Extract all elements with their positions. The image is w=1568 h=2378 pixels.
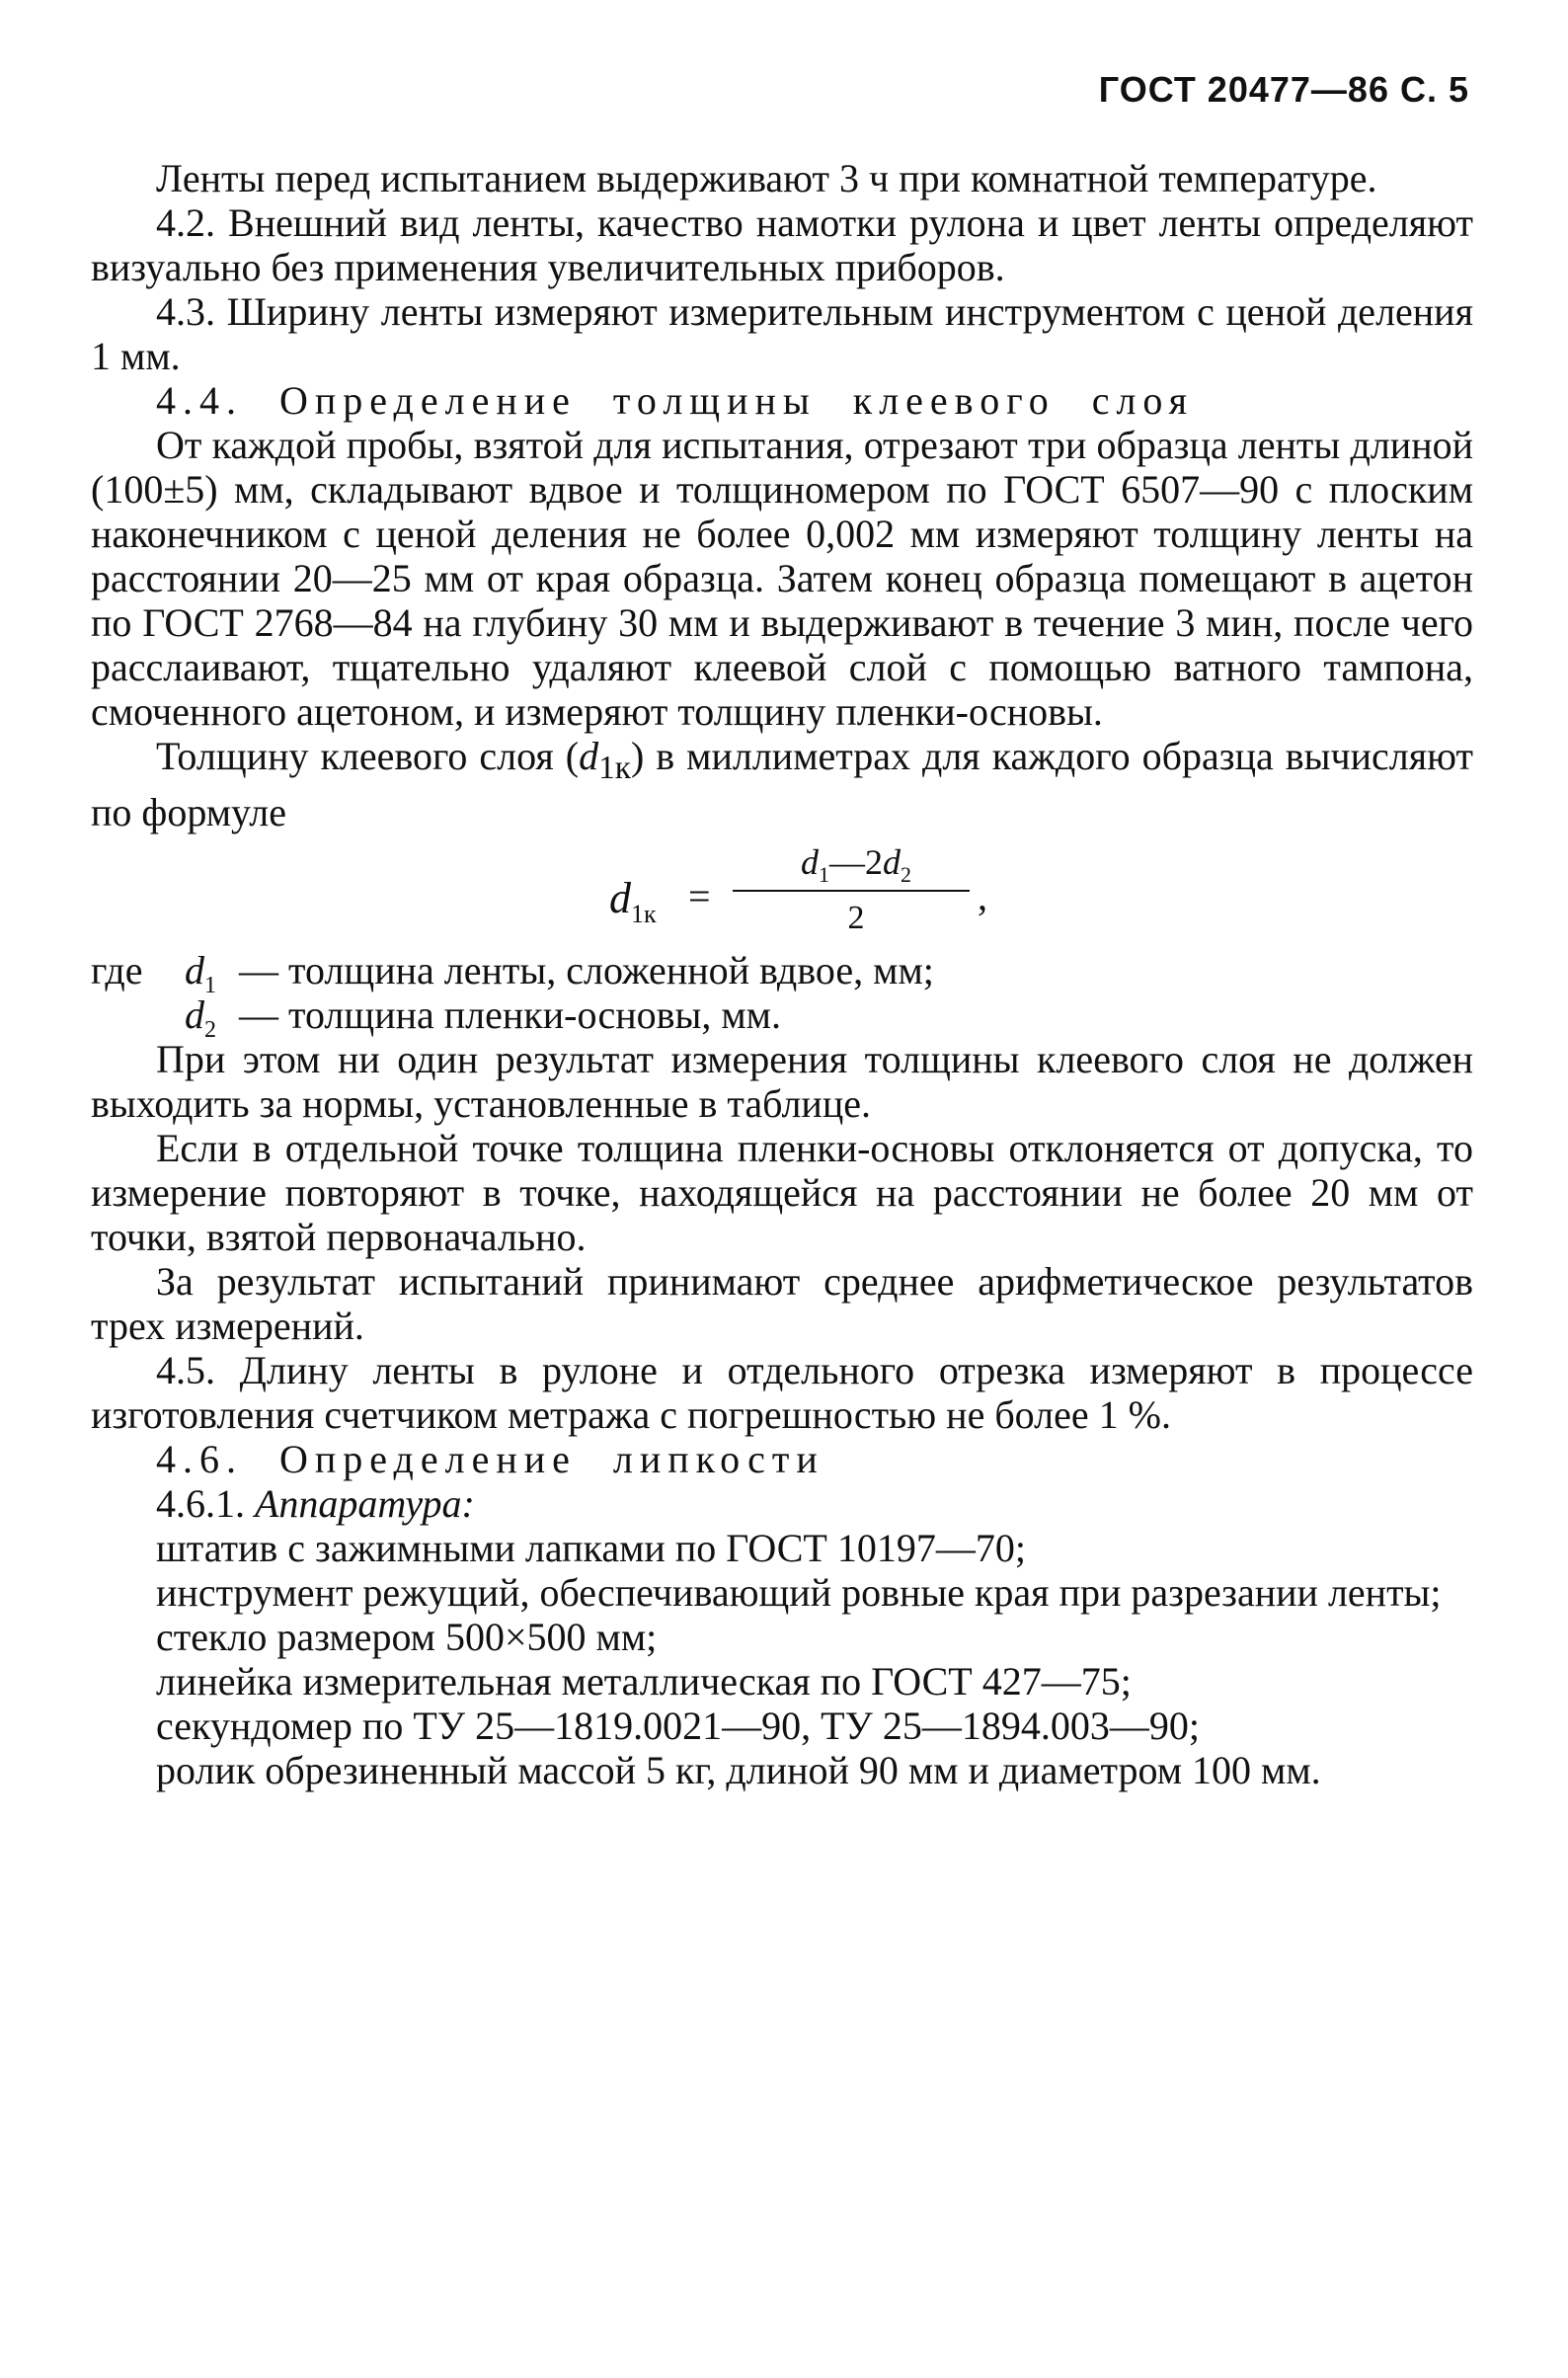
intro-symbol-subscript: 1к — [598, 750, 631, 786]
formula-fraction-bar — [733, 890, 970, 892]
where-symbol-2: $d_2$ — [185, 992, 216, 1043]
formula-comma: , — [978, 874, 987, 918]
paragraph-4-6-1 — [91, 1481, 1473, 1526]
formula-denominator: 2 — [847, 900, 865, 936]
paragraph-result: За результат испытаний принимают среднее арифметическое результатов трех измерений. — [91, 1259, 1473, 1348]
paragraph-4-2: 4.2. Внешний вид ленты, качество намотки рулона и цвет ленты определяют визуально без применения увеличительных приборов. — [91, 200, 1473, 289]
document-body — [91, 156, 1473, 1792]
section-heading-4-4: 4.4. Определение толщины клеевого слоя — [156, 378, 1195, 423]
paragraph-conditioning: Ленты перед испытанием выдерживают 3 ч при комнатной температуре. — [156, 156, 1377, 200]
formula-lhs: $d_{1к}$ — [609, 874, 657, 928]
equipment-item: линейка измерительная металлическая по ГОСТ 427—75; — [156, 1659, 1132, 1704]
where-line-2 — [91, 992, 1473, 1043]
paragraph-4-4-method: От каждой пробы, взятой для испытания, отрезают три образца ленты длиной (100±5) мм, складывают вдвое и толщиномером по ГОСТ 6507—90 с плоским наконечником с ценой деления не более 0,002 мм измеряют толщину ленты на расстоянии 20—25 мм от края образца. Затем конец образца помещают в ацетон по ГОСТ 2768—84 на глубину 30 мм и выдерживают в течение 3 мин, после чего расслаивают, тщательно удаляют клеевой слой с помощью ватного тампона, смоченного ацетоном, и измеряют толщину пленки-основы. — [91, 423, 1473, 734]
equipment-item: инструмент режущий, обеспечивающий ровные края при разрезании ленты; — [156, 1570, 1442, 1615]
intro-text-before: Толщину клеевого слоя ( — [156, 734, 580, 778]
subsection-number: 4.6.1. — [156, 1481, 255, 1526]
intro-symbol: d — [579, 734, 599, 778]
where-description-2: — толщина пленки-основы, мм. — [239, 992, 781, 1037]
formula-numerator: $d_1—2d_2$ — [801, 842, 911, 888]
thickness-formula — [91, 838, 1473, 942]
section-heading-4-6: 4.6. Определение липкости — [156, 1437, 824, 1481]
paragraph-repeat-measurement: Если в отдельной точке толщина пленки-основы отклоняется от допуска, то измерение повторяют в точке, находящейся на расстоянии не более 20 мм от точки, взятой первоначально. — [91, 1126, 1473, 1259]
equipment-item: стекло размером 500×500 мм; — [156, 1615, 658, 1659]
paragraph-4-5: 4.5. Длину ленты в рулоне и отдельного отрезка измеряют в процессе изготовления счетчиком метража с погрешностью не более 1 %. — [91, 1348, 1473, 1437]
where-symbol-1: $d_1$ — [185, 948, 216, 998]
where-description-1: — толщина ленты, сложенной вдвое, мм; — [239, 948, 934, 992]
page-header: ГОСТ 20477—86 С. 5 — [1098, 69, 1469, 110]
paragraph-4-3: 4.3. Ширину ленты измеряют измерительным инструментом с ценой деления 1 мм. — [91, 289, 1473, 378]
formula-equals: = — [688, 874, 711, 918]
equipment-item: ролик обрезиненный массой 5 кг, длиной 90 мм и диаметром 100 мм. — [156, 1748, 1321, 1792]
where-label: где — [91, 948, 143, 992]
where-line-1 — [91, 948, 1473, 998]
paragraph-4-4-formula-intro — [91, 734, 1473, 834]
equipment-item: секундомер по ТУ 25—1819.0021—90, ТУ 25—1894.003—90; — [156, 1704, 1200, 1748]
paragraph-norms: При этом ни один результат измерения толщины клеевого слоя не должен выходить за нормы, установленные в таблице. — [91, 1037, 1473, 1126]
intro-text-after: ) в миллиметрах для каждого образца вычисляют по формуле — [91, 734, 1473, 834]
subsection-title: Аппаратура: — [255, 1481, 475, 1526]
equipment-item: штатив с зажимными лапками по ГОСТ 10197—70; — [156, 1526, 1026, 1570]
